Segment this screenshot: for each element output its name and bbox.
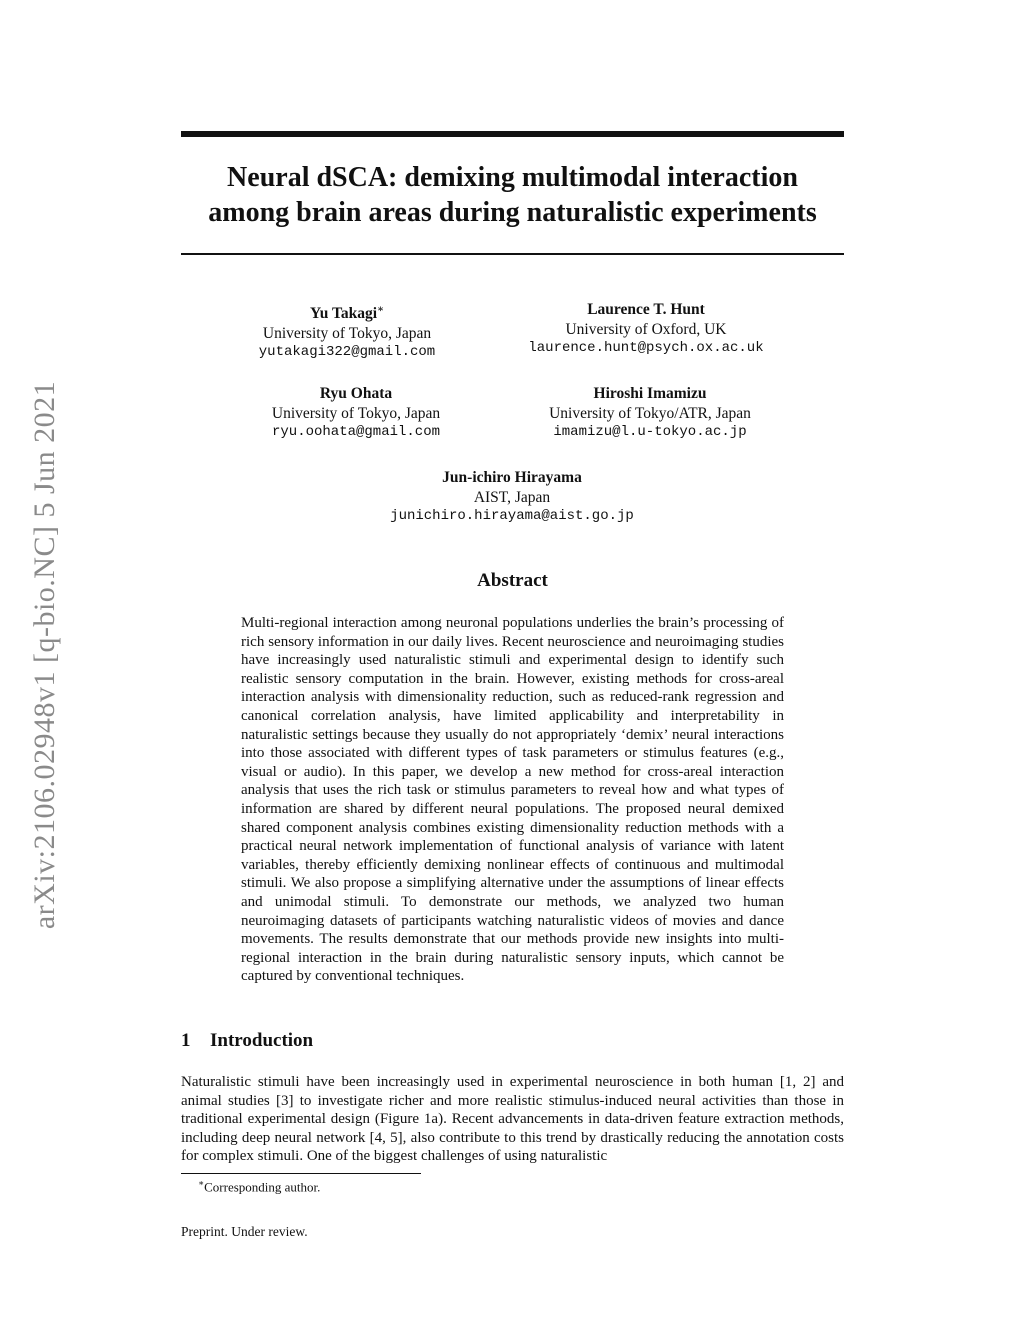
preprint-note: Preprint. Under review. bbox=[181, 1224, 308, 1239]
author-block bbox=[191, 384, 521, 443]
footnote bbox=[198, 1178, 320, 1195]
title-line-1: Neural dSCA: demixing multimodal interaction bbox=[227, 162, 798, 193]
paper-title bbox=[181, 160, 844, 230]
footnote-rule bbox=[181, 1173, 421, 1174]
author-email: ryu.oohata@gmail.com bbox=[271, 424, 441, 440]
author-name: Laurence T. Hunt bbox=[587, 301, 705, 318]
abstract-text: Multi-regional interaction among neuronal populations underlies the brain’s processing of rich sensory information in our daily lives. Recent neuroscience and neuroimaging studies have increasingly used naturalistic stimuli and experimental design to identify such realistic sensory computation in the brain. However, existing methods for cross-areal interaction analysis with dimensionality reduction, such as reduced-rank regression and canonical correlation analysis, have limited applicability and interpretability in naturalistic settings because they usually do not appropriately ‘demix’ neural interactions into those associated with different types of task parameters or stimulus features (e.g., visual or audio). In this paper, we develop a new method for cross-areal interaction analysis that uses the rich task or stimulus parameters to reveal how and what types of information are shared by different neural populations. The proposed neural demixed shared component analysis combines existing dimensionality reduction methods with a practical neural network implementation of functional analysis of variance with latent variables, thereby efficiently demixing nonlinear effects of continuous and multimodal stimuli. We also propose a simplifying alternative under the assumptions of linear effects and unimodal stimuli. To demonstrate our methods, we analyzed two human neuroimaging datasets of participants watching naturalistic videos of movies and dance movements. The results demonstrate that our methods provide new insights into multi-regional interaction in the brain during naturalistic sensory inputs, which cannot be captured by conventional techniques. bbox=[241, 615, 784, 985]
introduction-text: Naturalistic stimuli have been increasingly used in experimental neuroscience in both human [1, 2] and animal studies [3] to investigate richer and more realistic stimulus-induced neural activities than those in traditional experimental design (Figure 1a). Recent advancements in data-driven feature extraction methods, including deep neural network [4, 5], also contribute to this trend by drastically reducing the annotation costs for complex stimuli. One of the biggest challenges of using naturalistic bbox=[181, 1074, 844, 1165]
author-name: Yu Takagi∗ bbox=[309, 304, 384, 323]
title-line-2: among brain areas during naturalistic experiments bbox=[208, 197, 817, 228]
author-affiliation: University of Tokyo, Japan bbox=[271, 404, 441, 422]
author-affiliation: AIST, Japan bbox=[473, 488, 551, 506]
author-block bbox=[481, 300, 811, 359]
author-affiliation: University of Tokyo/ATR, Japan bbox=[549, 404, 751, 422]
author-email: imamizu@l.u-tokyo.ac.jp bbox=[553, 424, 747, 440]
footnote-mark: ∗ bbox=[198, 1178, 205, 1188]
section-title: Introduction bbox=[210, 1030, 314, 1051]
abstract-heading: Abstract bbox=[477, 570, 548, 591]
title-bottom-rule bbox=[181, 253, 844, 255]
author-affiliation: University of Tokyo, Japan bbox=[262, 324, 432, 342]
author-block bbox=[347, 468, 677, 527]
author-block bbox=[182, 300, 512, 363]
author-email: junichiro.hirayama@aist.go.jp bbox=[390, 508, 634, 524]
author-affiliation: University of Oxford, UK bbox=[565, 320, 727, 338]
section-number: 1 bbox=[181, 1030, 191, 1051]
arxiv-identifier: arXiv:2106.02948v1 [q-bio.NC] 5 Jun 2021 bbox=[28, 380, 61, 930]
section-heading bbox=[181, 1030, 313, 1052]
footnote-text: Corresponding author. bbox=[204, 1179, 321, 1195]
corresponding-mark: ∗ bbox=[377, 304, 384, 315]
author-name: Ryu Ohata bbox=[319, 385, 393, 402]
author-name: Hiroshi Imamizu bbox=[593, 385, 707, 402]
title-top-rule bbox=[181, 131, 844, 137]
author-email: yutakagi322@gmail.com bbox=[258, 344, 436, 361]
author-email: laurence.hunt@psych.ox.ac.uk bbox=[528, 340, 764, 356]
author-name: Jun-ichiro Hirayama bbox=[442, 469, 582, 486]
author-block bbox=[485, 384, 815, 443]
